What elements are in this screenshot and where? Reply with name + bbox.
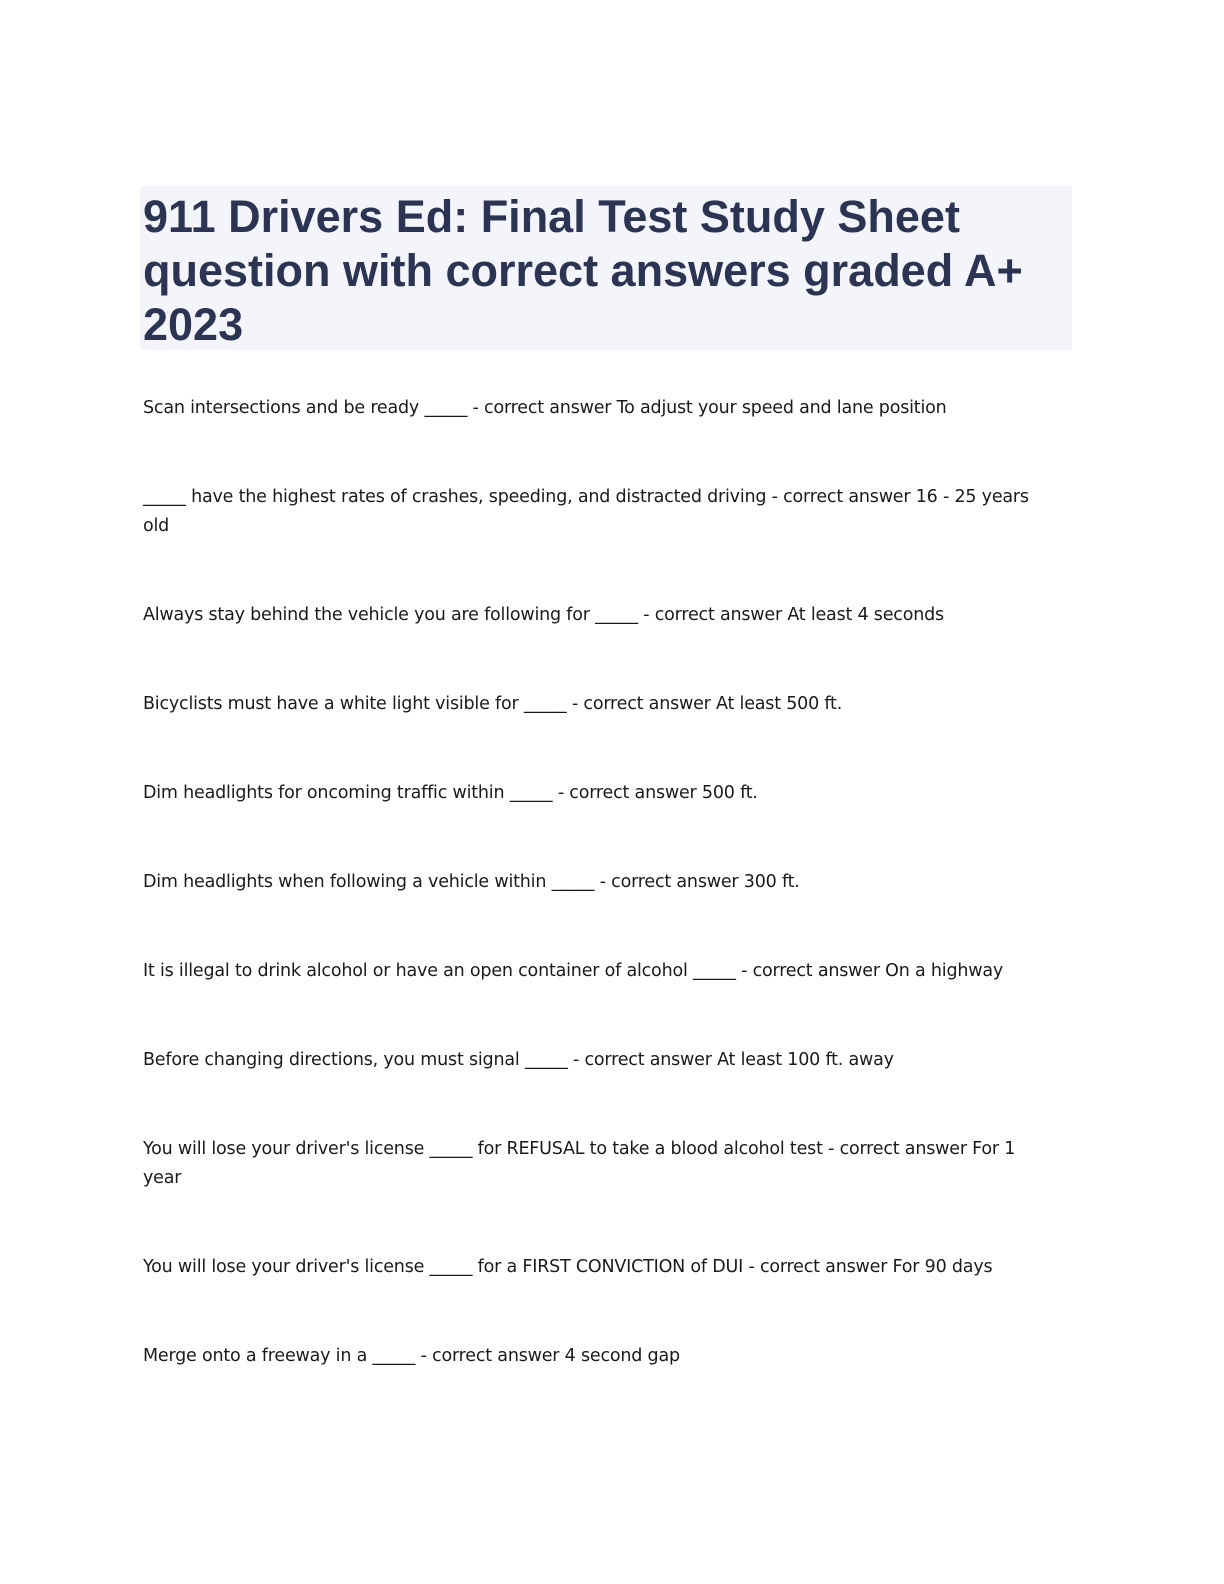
qa-item-10: You will lose your driver's license _____ for a FIRST CONVICTION of DUI - correct answer For 90 days: [143, 1257, 993, 1277]
qa-item-1: Scan intersections and be ready _____ - correct answer To adjust your speed and lane position: [143, 398, 947, 418]
qa-item-6: Dim headlights when following a vehicle within _____ - correct answer 300 ft.: [143, 872, 800, 892]
qa-item-4: Bicyclists must have a white light visible for _____ - correct answer At least 500 ft.: [143, 694, 843, 714]
qa-item-8: Before changing directions, you must signal _____ - correct answer At least 100 ft. away: [143, 1050, 894, 1070]
qa-item-7: It is illegal to drink alcohol or have an open container of alcohol _____ - correct answer On a highway: [143, 961, 1004, 981]
qa-list: [143, 394, 1058, 1431]
title-block: [140, 186, 1072, 350]
qa-item-3: Always stay behind the vehicle you are following for _____ - correct answer At least 4 seconds: [143, 605, 944, 625]
qa-item-9: You will lose your driver's license _____ for REFUSAL to take a blood alcohol test - correct answer For 1 year: [143, 1139, 1016, 1188]
qa-item-5: Dim headlights for oncoming traffic within _____ - correct answer 500 ft.: [143, 783, 758, 803]
qa-item-11: Merge onto a freeway in a _____ - correct answer 4 second gap: [143, 1346, 680, 1366]
qa-item-2: _____ have the highest rates of crashes, speeding, and distracted driving - correct answer 16 - 25 years old: [143, 487, 1029, 536]
document-title: 911 Drivers Ed: Final Test Study Sheet question with correct answers graded A+ 2023: [143, 191, 1023, 350]
